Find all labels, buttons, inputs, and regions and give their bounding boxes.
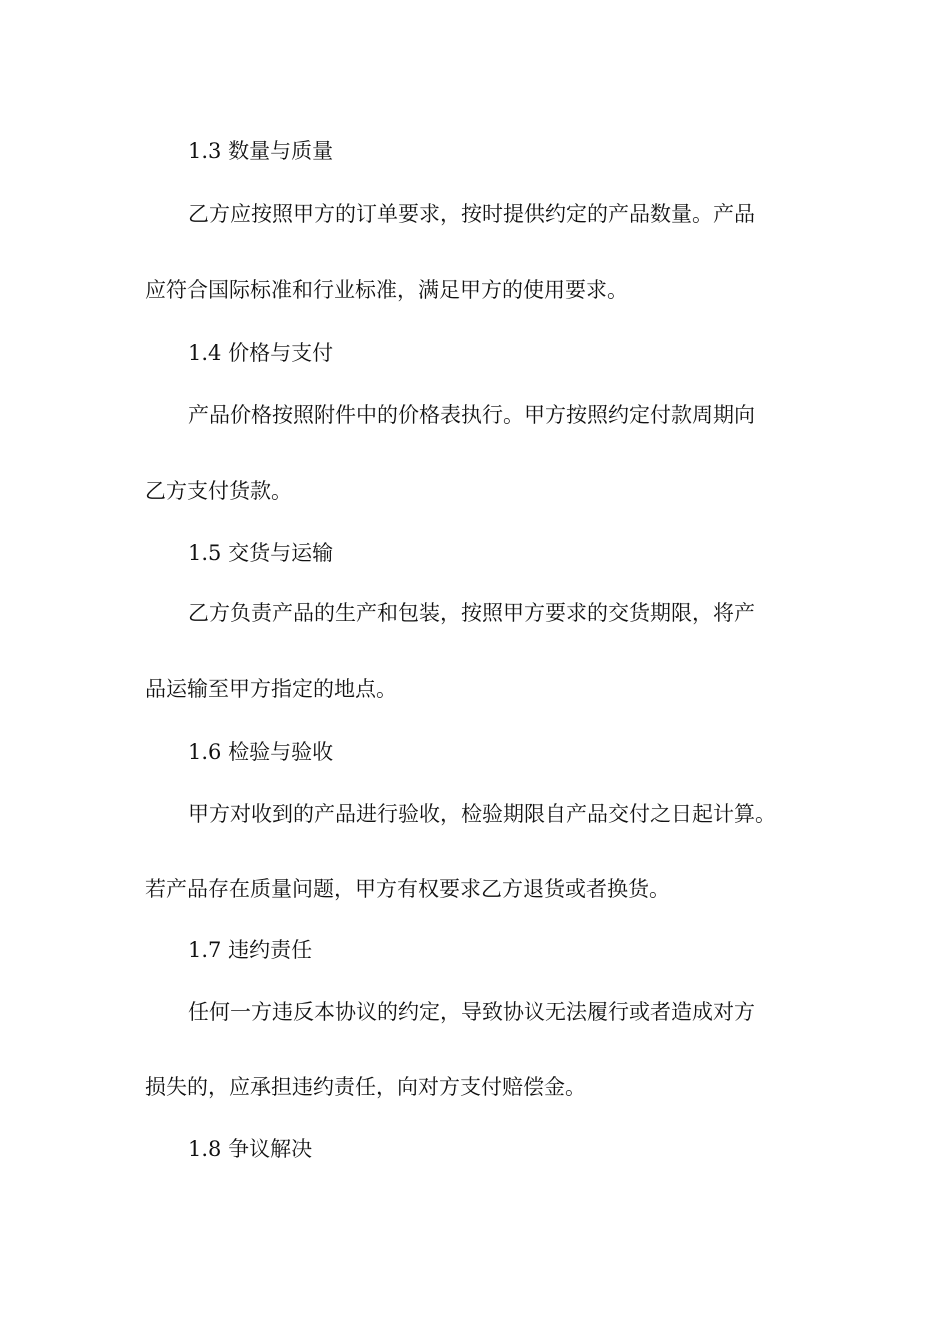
paragraph-line: 应符合国际标准和行业标准，满足甲方的使用要求。	[145, 278, 628, 302]
section-heading-1-6: 1.6 检验与验收	[188, 740, 334, 764]
paragraph-line: 乙方应按照甲方的订单要求，按时提供约定的产品数量。产品	[188, 202, 755, 226]
section-heading-1-7: 1.7 违约责任	[188, 938, 313, 962]
paragraph-line: 乙方支付货款。	[145, 479, 292, 503]
paragraph-line: 产品价格按照附件中的价格表执行。甲方按照约定付款周期向	[188, 403, 755, 427]
section-heading-1-3: 1.3 数量与质量	[188, 139, 334, 163]
paragraph-line: 品运输至甲方指定的地点。	[145, 677, 397, 701]
section-heading-1-4: 1.4 价格与支付	[188, 341, 334, 365]
section-heading-1-8: 1.8 争议解决	[188, 1137, 313, 1161]
paragraph-line: 乙方负责产品的生产和包装，按照甲方要求的交货期限，将产	[188, 601, 755, 625]
paragraph-line: 甲方对收到的产品进行验收，检验期限自产品交付之日起计算。	[188, 802, 776, 826]
paragraph-line: 任何一方违反本协议的约定，导致协议无法履行或者造成对方	[188, 1000, 755, 1024]
section-heading-1-5: 1.5 交货与运输	[188, 541, 334, 565]
paragraph-line: 损失的，应承担违约责任，向对方支付赔偿金。	[145, 1075, 586, 1099]
paragraph-line: 若产品存在质量问题，甲方有权要求乙方退货或者换货。	[145, 877, 670, 901]
